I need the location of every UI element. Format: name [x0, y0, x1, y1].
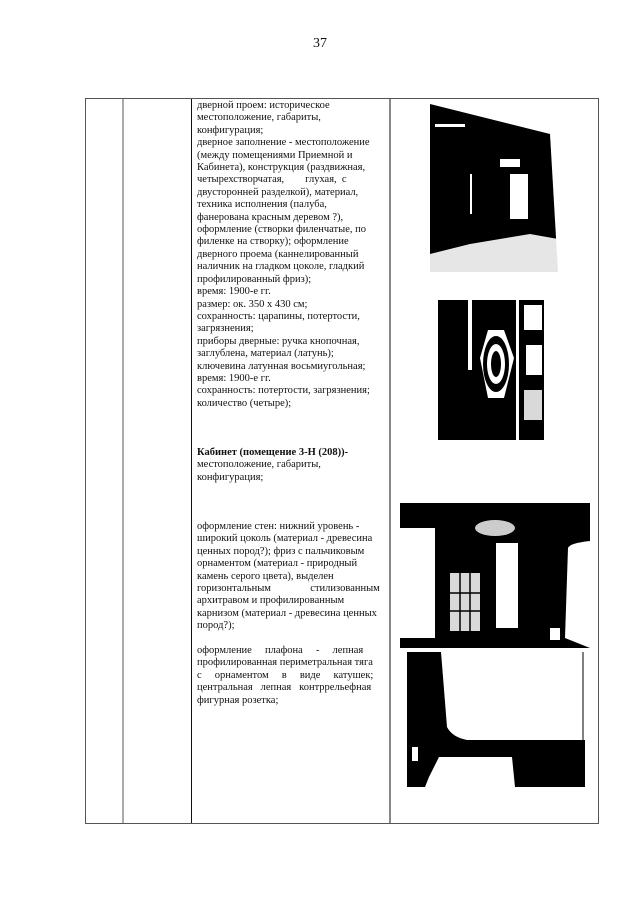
- text-line: местоположение, габариты,: [197, 459, 321, 471]
- text-line: количество (четыре);: [197, 397, 292, 409]
- walls-block: [197, 521, 387, 633]
- text-line: техника исполнения (палуба,: [197, 199, 327, 211]
- text-line: сохранность: царапины, потертости,: [197, 310, 360, 322]
- text-line: фанерована красным деревом ?),: [197, 211, 344, 223]
- text-line: горизонтальным стилизованным: [197, 583, 380, 595]
- column-divider: [191, 99, 192, 823]
- text-line: (между помещениями Приемной и: [197, 149, 353, 161]
- door-knob-image: [438, 300, 544, 440]
- room-heading-block: [197, 447, 387, 484]
- text-line: размер: ок. 350 х 430 см;: [197, 298, 308, 310]
- ceiling-block: [197, 645, 387, 707]
- text-line: орнаментом (материал - природный: [197, 558, 358, 570]
- doorway-image: [430, 104, 558, 272]
- photo-cabinet-room: [400, 503, 590, 648]
- text-line: профилированная периметральная тяга: [197, 657, 373, 669]
- description-block-door: [197, 100, 387, 410]
- room-heading: Кабинет (помещение 3-Н (208))-: [197, 447, 349, 458]
- text-line: дверное заполнение - местоположение: [197, 137, 370, 149]
- text-line: оформление (створки филенчатые, по: [197, 224, 366, 236]
- text-line: пород?);: [197, 620, 235, 632]
- text-line: архитравом и профилированным: [197, 595, 345, 607]
- page-number: 37: [313, 36, 327, 51]
- photo-door-knob: [438, 300, 544, 440]
- text-line: Кабинета), конструкция (раздвижная,: [197, 162, 366, 174]
- text-line: с орнаментом в виде катушек;: [197, 669, 374, 681]
- text-line: широкий цоколь (материал - древесина: [197, 533, 373, 545]
- text-line: ценных пород?); фриз с пальчиковым: [197, 545, 365, 557]
- text-line: местоположение, габариты,: [197, 112, 321, 124]
- cabinet-room-image: [400, 503, 590, 648]
- text-line: ключевина латунная восьмиугольная;: [197, 360, 366, 372]
- text-line: филенке на створку); оформление: [197, 236, 349, 248]
- text-line: двусторонней разделкой), материал,: [197, 186, 359, 198]
- text-line: оформление стен: нижний уровень -: [197, 521, 360, 532]
- text-line: дверного проема (каннелированный: [197, 248, 359, 260]
- column-divider: [122, 99, 124, 823]
- ceiling-cornice-image: [407, 652, 585, 787]
- text-line: конфигурация;: [197, 124, 264, 136]
- text-line: четырехстворчатая, глухая, с: [197, 174, 347, 186]
- text-line: конфигурация;: [197, 471, 264, 483]
- text-line: заглублена, материал (латунь);: [197, 348, 334, 360]
- column-divider: [389, 99, 391, 823]
- photo-ceiling-cornice: [407, 652, 585, 787]
- text-line: время: 1900-е гг.: [197, 286, 271, 298]
- text-line: приборы дверные: ручка кнопочная,: [197, 335, 360, 347]
- text-line: сохранность: потертости, загрязнения;: [197, 385, 370, 397]
- text-line: центральная лепная контррельефная: [197, 682, 372, 694]
- text-line: профилированный фриз);: [197, 273, 312, 285]
- text-line: оформление плафона - лепная: [197, 645, 364, 656]
- text-line: дверной проем: историческое: [197, 100, 330, 111]
- text-line: наличник на гладком цоколе, гладкий: [197, 261, 365, 273]
- text-line: время: 1900-е гг.: [197, 372, 271, 384]
- photo-doorway: [430, 104, 558, 272]
- text-line: камень серого цвета), выделен: [197, 570, 334, 582]
- text-line: загрязнения;: [197, 323, 254, 335]
- text-line: фигурная розетка;: [197, 694, 279, 706]
- text-line: карнизом (материал - древесина ценных: [197, 607, 377, 619]
